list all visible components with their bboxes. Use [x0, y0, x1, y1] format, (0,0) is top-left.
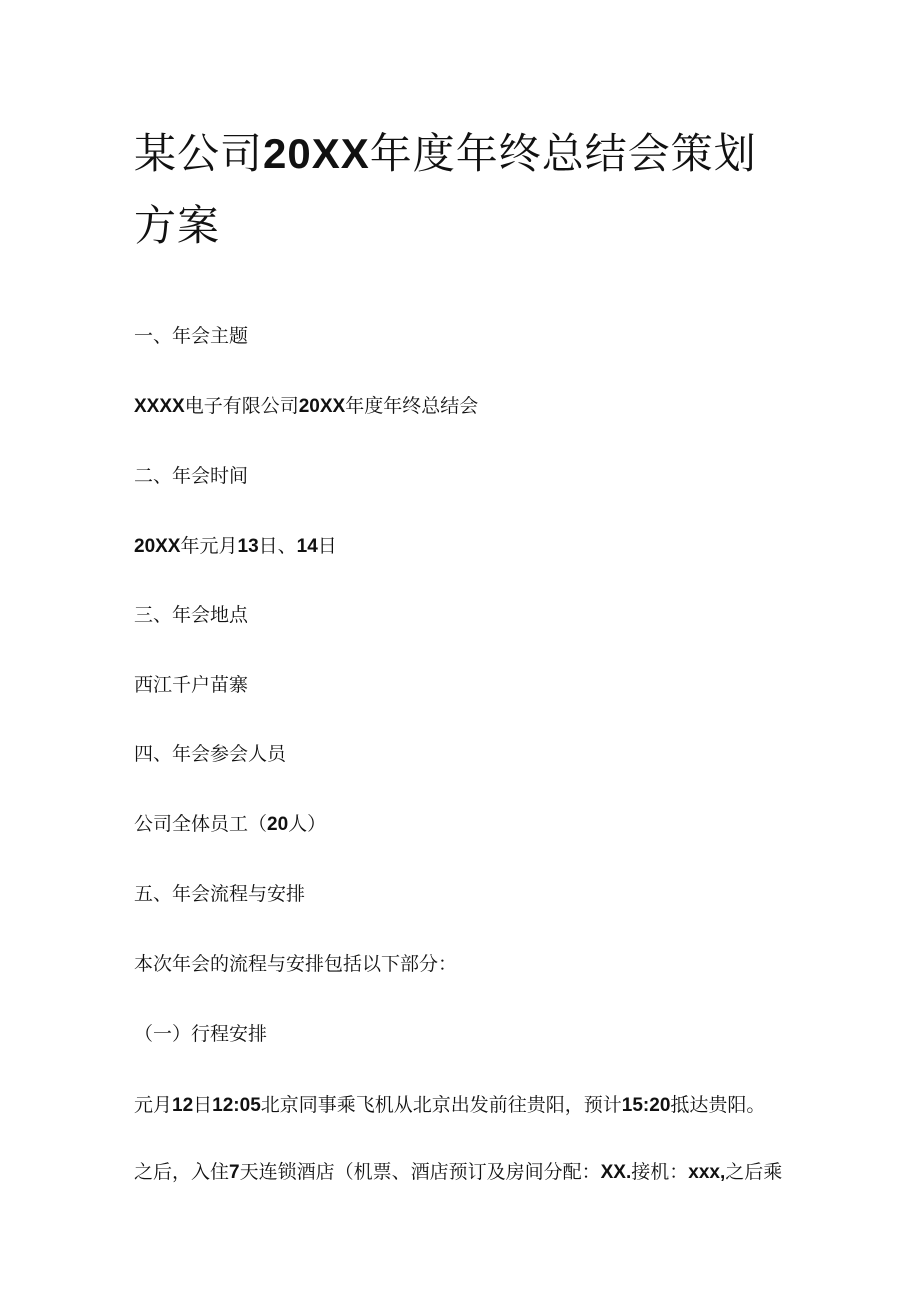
flow-heading: 五、年会流程与安排	[134, 883, 306, 905]
title-prefix: 某公司	[134, 129, 264, 178]
title-suffix: 年度年终总结会策划方案	[134, 129, 757, 250]
flow-intro: 本次年会的流程与安排包括以下部分：	[134, 953, 458, 975]
time-heading: 二、年会时间	[134, 465, 249, 487]
trip-paragraph-line-1: 元月12日12:05北京同事乘飞机从北京出发前往贵阳，预计15:20抵达贵阳。	[134, 1094, 766, 1116]
place-value: 西江千户苗寨	[134, 674, 249, 696]
trip-heading: （一）行程安排	[134, 1023, 268, 1045]
people-value: 公司全体员工（20人）	[134, 813, 327, 835]
title-year: 20XX	[263, 130, 370, 177]
theme-value: XXXX电子有限公司20XX年度年终总结会	[134, 395, 479, 417]
place-heading: 三、年会地点	[134, 604, 249, 626]
trip-paragraph-line-2: 之后，入住7天连锁酒店（机票、酒店预订及房间分配：XX.接机：xxx,之后乘	[134, 1161, 783, 1183]
theme-heading: 一、年会主题	[134, 325, 249, 347]
people-heading: 四、年会参会人员	[134, 743, 287, 765]
document-title	[134, 118, 794, 262]
time-value: 20XX年元月13日、14日	[134, 535, 337, 557]
